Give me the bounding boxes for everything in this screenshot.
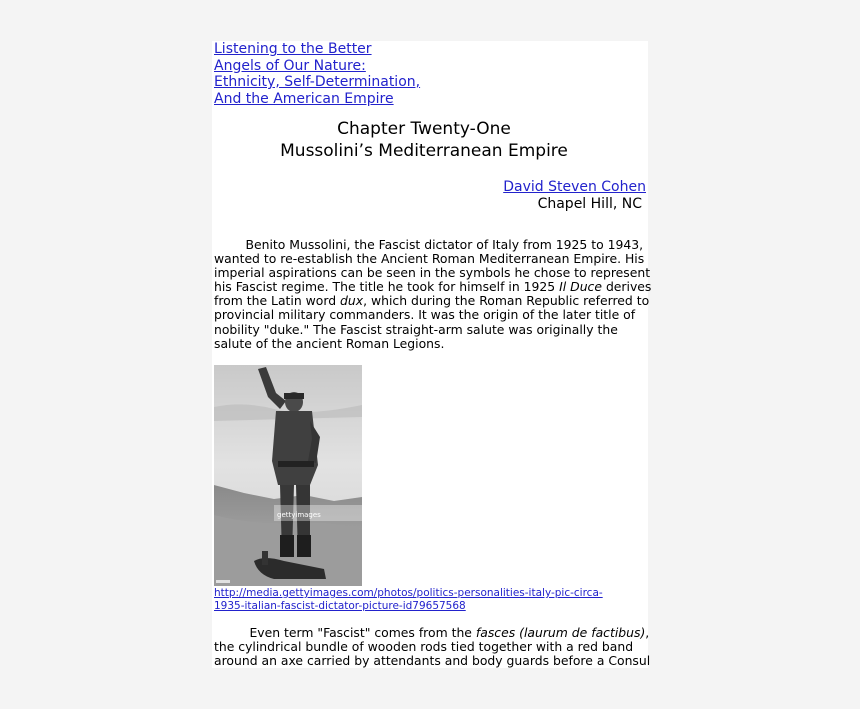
paragraph-line — [214, 308, 646, 322]
body-paragraph-2 — [214, 625, 651, 669]
paragraph-line — [214, 653, 651, 669]
text-segment: , which during the Roman Republic referred to — [363, 293, 650, 309]
italic-text: dux — [340, 293, 364, 309]
text-segment: imperial aspirations can be seen in the symbols he chose to represent — [214, 265, 651, 281]
text-segment: nobility "duke." The Fascist straight-arm salute was originally the — [214, 321, 618, 337]
text-segment: his Fascist regime. The title he took for himself in 1925 — [214, 279, 560, 295]
book-title-line[interactable]: Ethnicity, Self-Determination, — [214, 74, 421, 90]
paragraph-line — [214, 337, 646, 351]
book-title-line[interactable]: And the American Empire — [214, 90, 394, 107]
text-segment: Benito Mussolini, the Fascist dictator of Italy from 1925 to 1943, — [214, 237, 644, 252]
author-location: Chapel Hill, NC — [537, 195, 642, 212]
paragraph-line — [214, 640, 646, 654]
text-segment: wanted to re-establish the Ancient Roman Mediterranean Empire. His — [214, 251, 645, 267]
text-segment: salute of the ancient Roman Legions. — [214, 335, 445, 351]
text-segment: from the Latin word — [214, 293, 341, 309]
caption-line[interactable]: http://media.gettyimages.com/photos/politics-personalities-italy-pic-circa- — [214, 587, 603, 599]
italic-text: Il Duce — [559, 279, 602, 295]
caption-line[interactable]: 1935-italian-fascist-dictator-picture-id79657568 — [214, 600, 466, 612]
book-title-link[interactable] — [214, 41, 420, 107]
chapter-title: Mussolini’s Mediterranean Empire — [280, 140, 568, 161]
paragraph-line — [214, 293, 650, 309]
author-name-link[interactable]: David Steven Cohen — [503, 179, 646, 195]
text-segment: , — [645, 625, 650, 640]
body-paragraph-1 — [214, 237, 652, 351]
photo-image — [214, 365, 362, 586]
photo-watermark: gettyimages — [277, 511, 321, 519]
paragraph-line — [214, 252, 646, 266]
text-segment: the cylindrical bundle of wooden rods tied together with a red band — [214, 639, 634, 655]
text-segment: derives — [602, 279, 652, 295]
book-title-line[interactable]: Listening to the Better — [214, 41, 372, 57]
chapter-number: Chapter Twenty-One — [337, 119, 511, 139]
text-segment: provincial military commanders. It was the origin of the later title of — [214, 307, 636, 323]
paragraph-line — [214, 279, 652, 295]
chapter-heading — [212, 119, 636, 162]
italic-text: fasces (laurum de factibus) — [475, 625, 646, 640]
paragraph-line — [214, 625, 650, 640]
paragraph-line — [214, 238, 646, 252]
paragraph-line — [214, 323, 646, 337]
photo-source-link[interactable] — [214, 587, 603, 613]
paragraph-line — [214, 265, 651, 281]
mussolini-photo — [214, 365, 362, 586]
text-segment: Even term "Fascist" comes from the — [214, 625, 476, 640]
book-title-line[interactable]: Angels of Our Nature: — [214, 57, 366, 74]
text-segment: around an axe carried by attendants and body guards before a Consul — [214, 653, 651, 669]
document-page — [212, 41, 652, 669]
author-block — [503, 179, 646, 212]
